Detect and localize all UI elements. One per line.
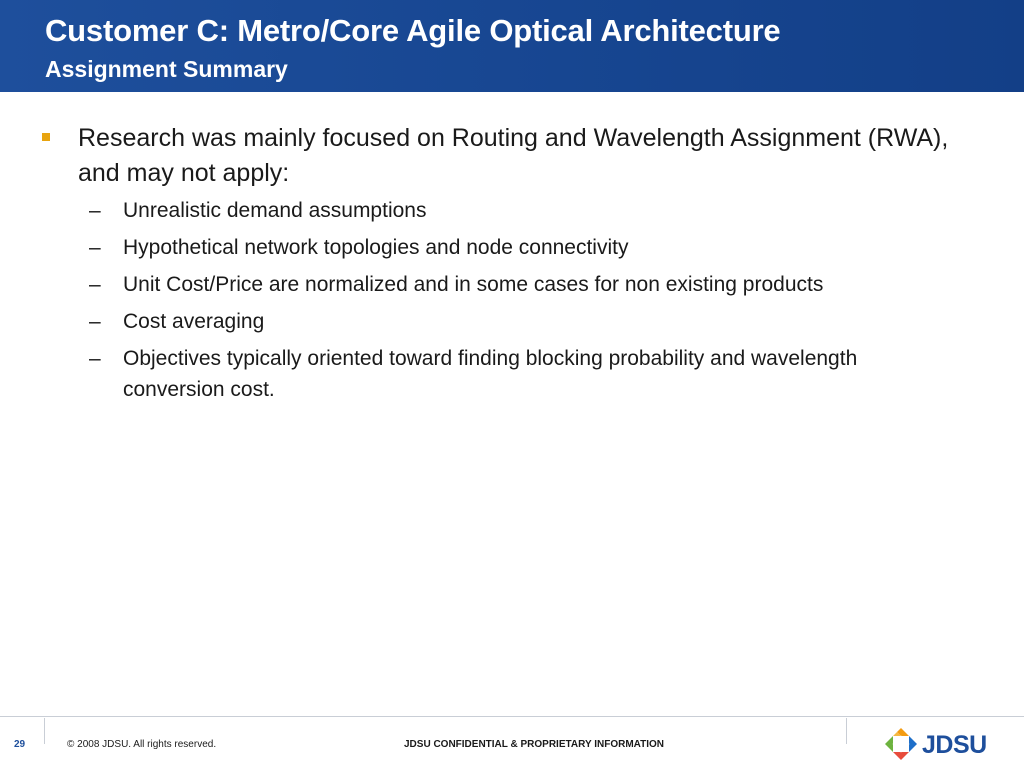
dash-icon: – <box>89 199 101 222</box>
slide-subtitle: Assignment Summary <box>45 56 288 82</box>
footer-divider <box>44 718 45 744</box>
sub-bullet-item: Unrealistic demand assumptions <box>123 199 427 222</box>
main-bullet-text: Research was mainly focused on Routing and Wavelength Assignment (RWA), and may not apply: <box>78 124 949 187</box>
jdsu-logo <box>882 726 1002 762</box>
sub-bullet-item: Cost averaging <box>123 310 265 333</box>
dash-icon: – <box>89 273 101 296</box>
page-number: 29 <box>14 739 26 750</box>
dash-icon: – <box>89 310 101 333</box>
confidential-notice: JDSU CONFIDENTIAL & PROPRIETARY INFORMATION <box>404 739 665 750</box>
dash-icon: – <box>89 347 101 370</box>
sub-bullet-item: Unit Cost/Price are normalized and in some cases for non existing products <box>123 273 824 296</box>
bullet-marker-icon <box>42 133 50 141</box>
jdsu-logo-icon <box>884 727 918 761</box>
sub-bullet-item: Hypothetical network topologies and node connectivity <box>123 236 629 259</box>
slide-header <box>0 0 1024 92</box>
copyright-text: © 2008 JDSU. All rights reserved. <box>67 739 217 750</box>
logo-wordmark: JDSU <box>922 731 987 759</box>
dash-icon: – <box>89 236 101 259</box>
footer-divider <box>846 718 847 744</box>
footer-divider <box>0 716 1024 717</box>
slide-title: Customer C: Metro/Core Agile Optical Architecture <box>45 13 781 48</box>
sub-bullet-item: Objectives typically oriented toward finding blocking probability and wavelength conversion cost. <box>123 347 858 401</box>
